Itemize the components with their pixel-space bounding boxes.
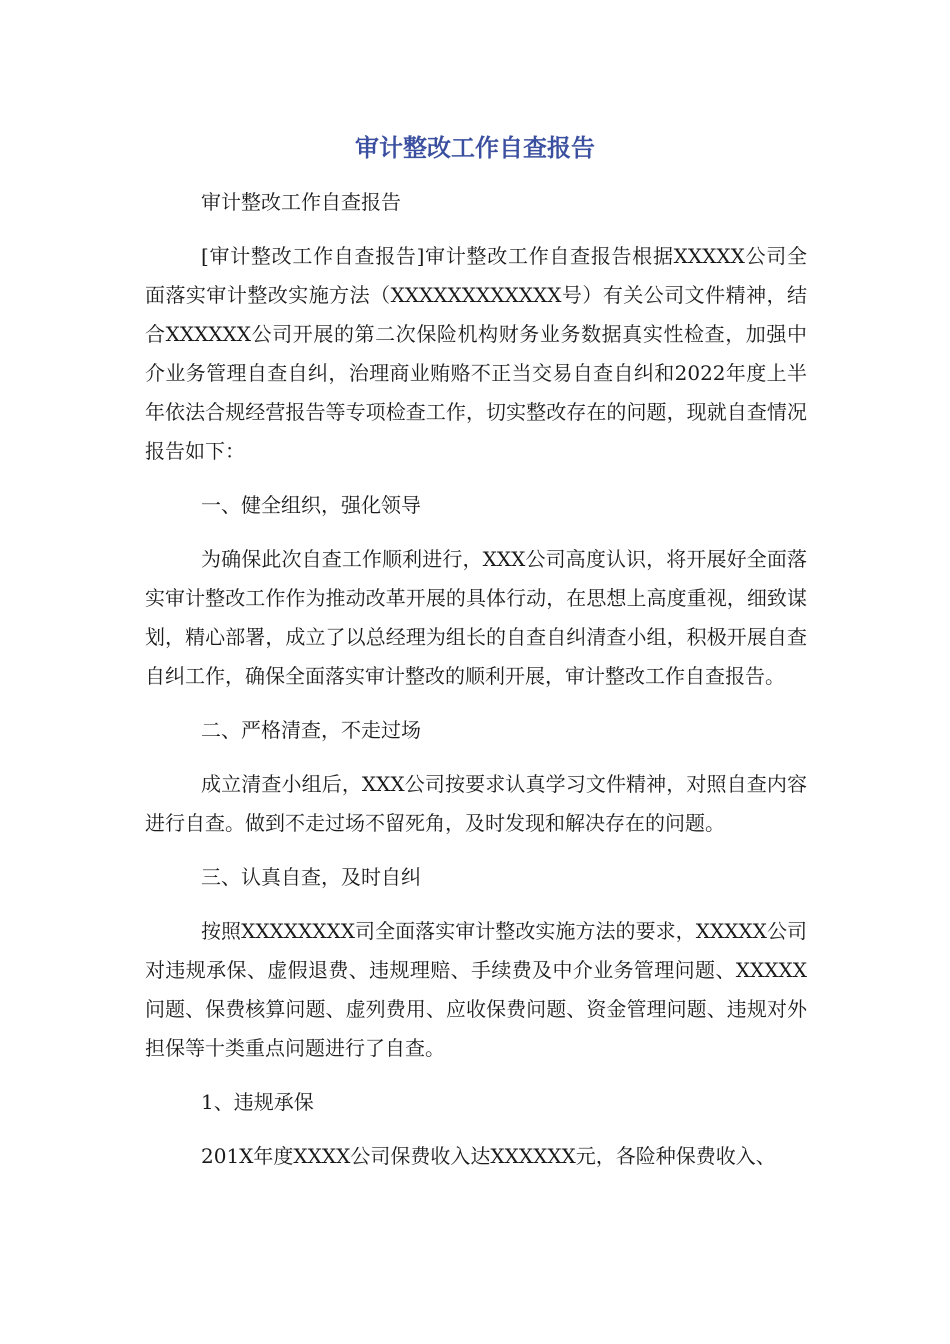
- document-title: 审计整改工作自查报告: [355, 134, 595, 162]
- intro-paragraph: [审计整改工作自查报告]审计整改工作自查报告根据XXXXX公司全面落实审计整改实施方法（XXXXXXXXXXXX号）有关公司文件精神，结合XXXXXX公司开展的第二次保险机构财务业务数据真实性检查，加强中介业务管理自查自纠，治理商业贿赂不正当交易自查自纠和2022年度上半年依法合规经营报告等专项检查工作，切实整改存在的问题，现就自查情况报告如下：: [145, 244, 807, 463]
- subtitle-paragraph: 审计整改工作自查报告: [201, 190, 401, 214]
- document-body: [145, 183, 807, 1191]
- section-heading-2: 二、严格清查，不走过场: [201, 718, 421, 742]
- section-heading-1: 一、健全组织，强化领导: [201, 493, 421, 517]
- section-paragraph-1: 为确保此次自查工作顺利进行，XXX公司高度认识，将开展好全面落实审计整改工作作为推动改革开展的具体行动，在思想上高度重视，细致谋划，精心部署，成立了以总经理为组长的自查自纠清查小组，积极开展自查自纠工作，确保全面落实审计整改的顺利开展，审计整改工作自查报告。: [145, 547, 807, 688]
- subsection-paragraph-1: 201X年度XXXX公司保费收入达XXXXXX元，各险种保费收入、: [201, 1144, 776, 1168]
- section-paragraph-2: 成立清查小组后，XXX公司按要求认真学习文件精神，对照自查内容进行自查。做到不走过场不留死角，及时发现和解决存在的问题。: [145, 772, 807, 835]
- section-paragraph-3: 按照XXXXXXXX司全面落实审计整改实施方法的要求，XXXXX公司对违规承保、虚假退费、违规理赔、手续费及中介业务管理问题、XXXXX问题、保费核算问题、虚列费用、应收保费问题、资金管理问题、违规对外担保等十类重点问题进行了自查。: [145, 919, 807, 1060]
- subsection-heading-1: 1、违规承保: [201, 1090, 314, 1114]
- section-heading-3: 三、认真自查，及时自纠: [201, 865, 421, 889]
